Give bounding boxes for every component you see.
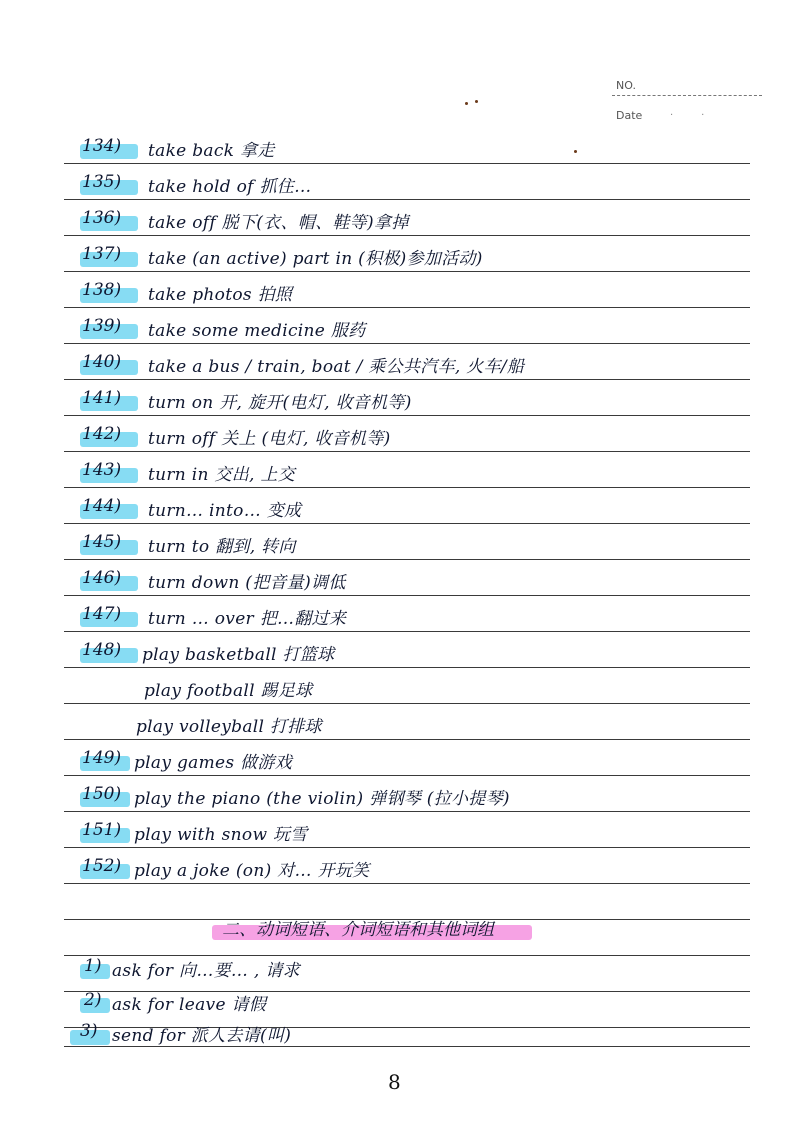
entry-number: 2) xyxy=(84,990,102,1010)
entry-number: 142) xyxy=(82,424,122,444)
entry-number: 150) xyxy=(82,784,122,804)
page-number: 8 xyxy=(388,1070,401,1094)
entry-number: 145) xyxy=(82,532,122,552)
entry-text: take some medicine 服药 xyxy=(148,321,366,341)
entry-number: 137) xyxy=(82,244,122,264)
entry-text: take photos 拍照 xyxy=(148,285,293,305)
entry-text: take off 脱下(衣、帽、鞋等)拿掉 xyxy=(148,213,409,233)
entry-text: play the piano (the violin) 弹钢琴 (拉小提琴) xyxy=(134,789,510,809)
entry-number: 3) xyxy=(80,1021,98,1041)
entry-text: turn in 交出, 上交 xyxy=(148,465,296,485)
entry-number: 141) xyxy=(82,388,122,408)
entry-number: 134) xyxy=(82,136,122,156)
entry-text: play volleyball 打排球 xyxy=(136,717,322,737)
entry-text: turn… into… 变成 xyxy=(148,501,302,521)
no-field xyxy=(612,66,762,96)
entry-text: turn on 开, 旋开(电灯, 收音机等) xyxy=(148,393,412,413)
entry-number: 152) xyxy=(82,856,122,876)
entry-text: play with snow 玩雪 xyxy=(134,825,308,845)
ink-speck xyxy=(475,100,478,103)
entry-text: play games 做游戏 xyxy=(134,753,292,773)
section-title: 二、动词短语、介词短语和其他词组 xyxy=(222,920,494,940)
entry-number: 143) xyxy=(82,460,122,480)
date-label: Date xyxy=(616,109,643,122)
entry-number: 151) xyxy=(82,820,122,840)
entry-text: turn to 翻到, 转向 xyxy=(148,537,296,557)
entry-number: 140) xyxy=(82,352,122,372)
page-header xyxy=(612,66,762,126)
entry-number: 139) xyxy=(82,316,122,336)
entry-text: play basketball 打篮球 xyxy=(142,645,335,665)
entry-text: send for 派人去请(叫) xyxy=(112,1026,292,1046)
entry-text: play football 踢足球 xyxy=(144,681,313,701)
entry-text: take a bus / train, boat / 乘公共汽车, 火车/船 xyxy=(148,357,525,377)
entry-text: turn off 关上 (电灯, 收音机等) xyxy=(148,429,391,449)
entry-number: 138) xyxy=(82,280,122,300)
entry-number: 144) xyxy=(82,496,122,516)
entry-number: 148) xyxy=(82,640,122,660)
entry-number: 147) xyxy=(82,604,122,624)
entry-text: turn … over 把…翻过来 xyxy=(148,609,347,629)
entry-text: take (an active) part in (积极)参加活动) xyxy=(148,249,483,269)
entry-text: ask for leave 请假 xyxy=(112,995,267,1015)
no-label: NO. xyxy=(616,79,636,92)
entry-number: 149) xyxy=(82,748,122,768)
entry-text: take hold of 抓住… xyxy=(148,177,312,197)
date-field: Date ·· xyxy=(616,109,733,122)
ink-speck xyxy=(465,102,468,105)
entry-number: 146) xyxy=(82,568,122,588)
entry-text: take back 拿走 xyxy=(148,141,275,161)
entry-number: 136) xyxy=(82,208,122,228)
entry-number: 1) xyxy=(84,956,102,976)
entry-text: play a joke (on) 对… 开玩笑 xyxy=(134,861,370,881)
entry-text: ask for 向…要… , 请求 xyxy=(112,961,300,981)
entry-text: turn down (把音量)调低 xyxy=(148,573,346,593)
entry-number: 135) xyxy=(82,172,122,192)
